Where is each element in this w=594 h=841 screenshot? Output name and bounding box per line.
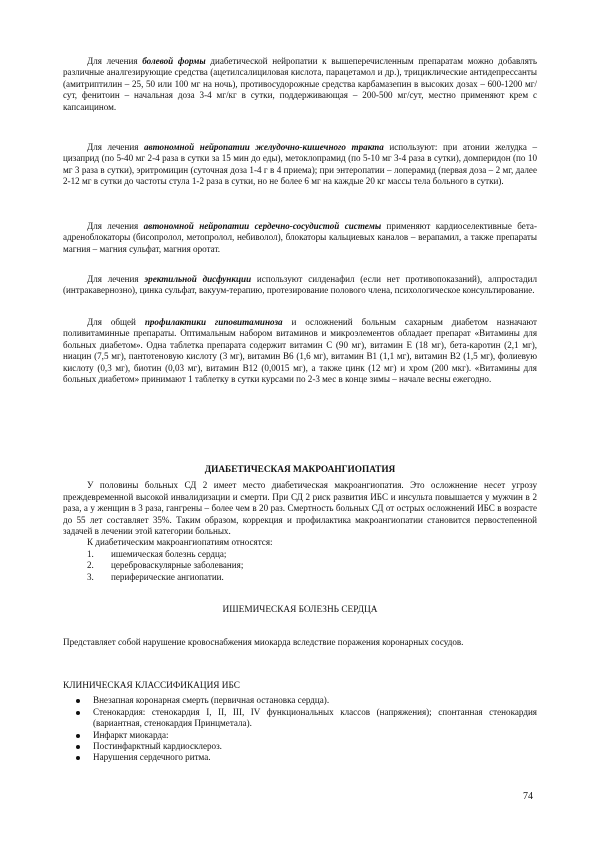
erectile-dysfunction-paragraph [63,274,537,297]
list-number: 1. [87,548,94,559]
emphasis-term: профилактики гиповитаминоза [144,317,283,327]
paragraph [63,274,537,297]
cardio-neuropathy-paragraph [63,221,537,255]
gi-neuropathy-paragraph [63,142,537,188]
list-item [63,752,537,763]
list-item [63,741,537,752]
emphasis-term: автономной нейропатии желудочно-кишечного тракта [143,142,384,152]
list-item [63,572,537,583]
paragraph-text: Для лечения [87,274,145,284]
list-item [63,560,537,571]
bullet-icon [76,756,80,760]
paragraph-text: применяют кардиоселективные бета-адреноблокаторы (бисопролол, метопролол, небиволол), блокаторы кальциевых каналов – верапамил, а также препараты магния – магния сульфат, магния оротат. [63,221,537,254]
paragraph-text: используют: при атонии желудка – цизаприд (по 5-40 мг 2-4 раза в сутки за 15 мин до еды), метоклопрамид (по 5-10 мг 3-4 раза в сутки), домперидон (по 10 мг 3 раза в сутки), эритромицин (суточная доза 1-4 г в 4 приема); при энтеропатии – лоперамид (первая доза – 2 мг, далее 2-12 мг в сутки до частоты стула 1-2 раза в сутки, но не более 6 мг на каждые 20 кг массы тела больного в сутки). [63,142,537,187]
macroangiopathy-list [63,549,537,583]
ihd-definition [63,637,537,648]
list-item-text: Постинфарктный кардиосклероз. [93,741,222,752]
paragraph [63,142,537,188]
paragraph [63,221,537,255]
paragraph-text: Для лечения [87,221,144,231]
list-item-text: цереброваскулярные заболевания; [111,560,244,571]
list-item-text: Инфаркт миокарда: [93,729,169,740]
bullet-icon [76,734,80,738]
paragraph-text: используют силденафил (если нет противопоказаний), алпростадил (интракавернозно), цинка сульфат, вакуум-терапию, протезирование полового члена, психологическое консультирование. [63,274,537,296]
list-number: 2. [87,560,94,571]
paragraph-text: Для общей [87,317,145,327]
ihd-heading-block [63,605,537,616]
list-item-text: Внезапная коронарная смерть (первичная остановка сердца). [93,695,330,706]
paragraph [63,317,537,385]
paragraph-text: диабетической нейропатии к вышеперечисленным препаратам можно добавлять различные аналгезирующие средства (ацетилсалициловая кислота, парацетамол и др.), трициклические антидепрессанты (амитриптилин – 25, 50 или 100 мг на ночь), противосудорожные средства карбамазепин в высоких дозах – 600-1200 мг/сут, фенитоин – начальная доза 3-4 мг/кг в сутки, поддерживающая – 200-500 мг/сут, местно применяют крем с капсаицином. [63,56,538,112]
bullet-icon [76,745,80,749]
list-item [63,549,537,560]
paragraph: К диабетическим макроангиопатиям относятся: [87,537,273,548]
list-item-text: Нарушения сердечного ритма. [93,752,211,763]
hypovitaminosis-paragraph [63,317,537,385]
list-item-text: Стенокардия: стенокардия I, II, III, IV функциональных классов (напряжения); спонтанная стенокардия (вариантная, стенокардия Принцметала). [93,706,537,729]
paragraph: У половины больных СД 2 имеет место диабетическая макроангиопатия. Это осложнение несет угрозу преждевременной высокой инвалидизации и смерти. При СД 2 риск развития ИБС и инсульта повышается у мужчин в 2 раза, а у женщин в 3 раза, гангрены – более чем в 20 раз. Смертность больных СД от острых осложнений ИБС в возрасте до 55 лет составляет 35%. Таким образом, коррекция и профилактика макроангиопатии становится первостепенной задачей в лечении этой категории больных. [63,480,537,537]
ihd-classification [63,681,537,764]
emphasis-term: болевой формы [142,56,206,66]
paragraph-text: Для лечения [87,142,144,152]
emphasis-term: эректильной дисфункции [144,274,252,284]
list-number: 3. [87,571,94,582]
pain-form-paragraph [63,56,537,113]
page-number: 74 [523,791,533,802]
paragraph [63,56,537,113]
list-item [63,707,537,730]
paragraph: Представляет собой нарушение кровоснабжения миокарда вследствие поражения коронарных сосудов. [63,637,464,647]
section-heading: ИШЕМИЧЕСКАЯ БОЛЕЗНЬ СЕРДЦА [222,605,378,615]
list-item-text: ишемическая болезнь сердца; [111,548,227,559]
classification-list [63,695,537,763]
bullet-icon [76,711,80,715]
macroangiopathy-section [63,465,537,583]
paragraph-text: и осложнений больным сахарным диабетом назначают поливитаминные препараты. Оптимальным набором витаминов и микроэлементов обладает препарат «Витамины для больных диабетом». Одна таблетка препарата содержит витамин С (90 мг), витамин Е (18 мг), бета-каротин (2,1 мг), ниацин (7,5 мг), пантотеновую кислоту (3 мг), витамин В6 (1,6 мг), витамин В1 (1,1 мг), витамин В2 (1,5 мг), фолиевую кислоту (0,3 мг), биотин (0,03 мг), витамин В12 (0,0015 мг), а также цинк (12 мг) и хром (200 мкг). «Витамины для больных диабетом» принимают 1 таблетку в сутки курсами по 2-3 мес в конце зимы – начале весны ежегодно. [63,317,537,385]
list-item [63,730,537,741]
bullet-icon [76,699,80,703]
list-item-text: периферические ангиопатии. [111,571,224,582]
paragraph-text: Для лечения [87,56,143,66]
subsection-heading: КЛИНИЧЕСКАЯ КЛАССИФИКАЦИЯ ИБС [63,681,240,691]
list-item [63,695,537,706]
emphasis-term: автономной нейропатии сердечно-сосудистой системы [143,221,382,231]
section-heading: ДИАБЕТИЧЕСКАЯ МАКРОАНГИОПАТИЯ [204,465,396,475]
